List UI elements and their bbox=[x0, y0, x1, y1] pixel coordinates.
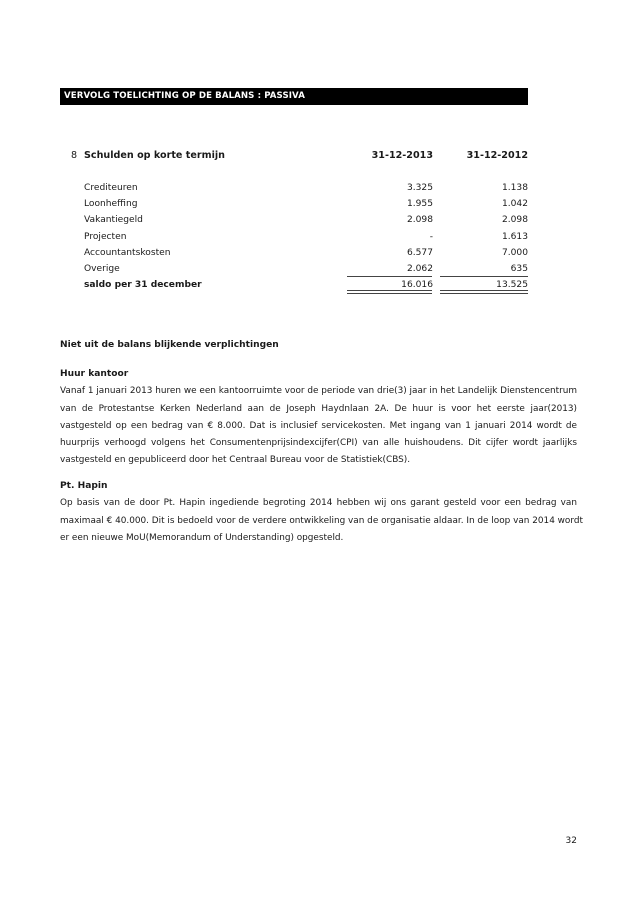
paragraph-line: maximaal € 40.000. Dit is bedoeld voor de verdere ontwikkeling van de organisatie aldaar. In de loop van 2014 wordt bbox=[60, 515, 583, 526]
obligations-heading-block bbox=[60, 337, 577, 354]
column-header-2012: 31-12-2012 bbox=[466, 150, 528, 161]
table-row bbox=[84, 245, 528, 261]
row-label: Crediteuren bbox=[84, 183, 138, 193]
section-number: 8 bbox=[71, 150, 78, 161]
hapin-heading: Pt. Hapin bbox=[60, 481, 108, 491]
row-value-2013: - bbox=[429, 231, 433, 242]
office-section bbox=[60, 366, 577, 470]
total-value-2012: 13.525 bbox=[496, 280, 528, 291]
row-value-2013: 3.325 bbox=[406, 183, 433, 193]
paragraph-line: Vanaf 1 januari 2013 huren we een kantoorruimte voor de periode van drie(3) jaar in het Landelijk Dienstencentrum bbox=[60, 386, 578, 397]
page-number: 32 bbox=[565, 836, 577, 846]
row-value-2013: 2.098 bbox=[406, 215, 433, 226]
paragraph-line: huurprijs verhoogd volgens het Consumentenprijsindexcijfer(CPI) van alle huishoudens. Dit cijfer wordt jaarlijks bbox=[60, 438, 577, 449]
table-row bbox=[84, 229, 528, 245]
row-value-2013: 2.062 bbox=[406, 263, 433, 274]
subtotal-line-2012 bbox=[440, 276, 528, 277]
total-label: saldo per 31 december bbox=[84, 280, 202, 291]
office-paragraph bbox=[60, 383, 577, 469]
total-double-line-2012 bbox=[440, 290, 528, 294]
table-row bbox=[84, 212, 528, 228]
table-row bbox=[84, 180, 528, 196]
paragraph-line: Op basis van de door Pt. Hapin ingediende begroting 2014 hebben wij ons garant gesteld voor een bedrag van bbox=[60, 498, 577, 509]
section-header-title: VERVOLG TOELICHTING OP DE BALANS : PASSIVA bbox=[64, 91, 305, 101]
total-value-2013: 16.016 bbox=[401, 280, 433, 291]
paragraph-line: vastgesteld en gepubliceerd door het Centraal Bureau voor de Statistiek(CBS). bbox=[60, 455, 411, 466]
office-heading: Huur kantoor bbox=[60, 369, 129, 379]
row-value-2012: 635 bbox=[510, 263, 528, 274]
section-header-bar bbox=[60, 88, 528, 105]
total-double-line-2013 bbox=[347, 290, 432, 294]
column-header-2013: 31-12-2013 bbox=[371, 150, 433, 161]
row-value-2012: 1.042 bbox=[501, 199, 528, 210]
hapin-section bbox=[60, 478, 583, 547]
row-label: Projecten bbox=[84, 231, 127, 242]
obligations-heading: Niet uit de balans blijkende verplichtingen bbox=[60, 340, 279, 350]
row-value-2012: 1.613 bbox=[501, 231, 528, 242]
paragraph-line: vastgesteld op een bedrag van € 8.000. Dat is inclusief servicekosten. Met ingang van 1 januari 2014 wordt de bbox=[60, 420, 577, 431]
row-value-2012: 2.098 bbox=[501, 215, 528, 226]
row-value-2012: 1.138 bbox=[501, 183, 528, 193]
hapin-paragraph bbox=[60, 495, 583, 547]
row-label: Accountantskosten bbox=[84, 247, 171, 258]
row-label: Loonheffing bbox=[84, 199, 138, 210]
row-value-2012: 7.000 bbox=[501, 247, 528, 258]
paragraph-line: van de Protestantse Kerken Nederland aan de Joseph Haydnlaan 2A. De huur is voor het eerste jaar(2013) bbox=[60, 403, 577, 414]
section-title: Schulden op korte termijn bbox=[84, 150, 225, 161]
table-row bbox=[84, 261, 528, 277]
paragraph-line: er een nieuwe MoU(Memorandum of Understanding) opgesteld. bbox=[60, 532, 344, 543]
row-label: Overige bbox=[84, 263, 120, 274]
subtotal-line-2013 bbox=[347, 276, 432, 277]
row-label: Vakantiegeld bbox=[84, 215, 143, 226]
table-row bbox=[84, 196, 528, 212]
row-value-2013: 6.577 bbox=[406, 247, 433, 258]
row-value-2013: 1.955 bbox=[406, 199, 433, 210]
